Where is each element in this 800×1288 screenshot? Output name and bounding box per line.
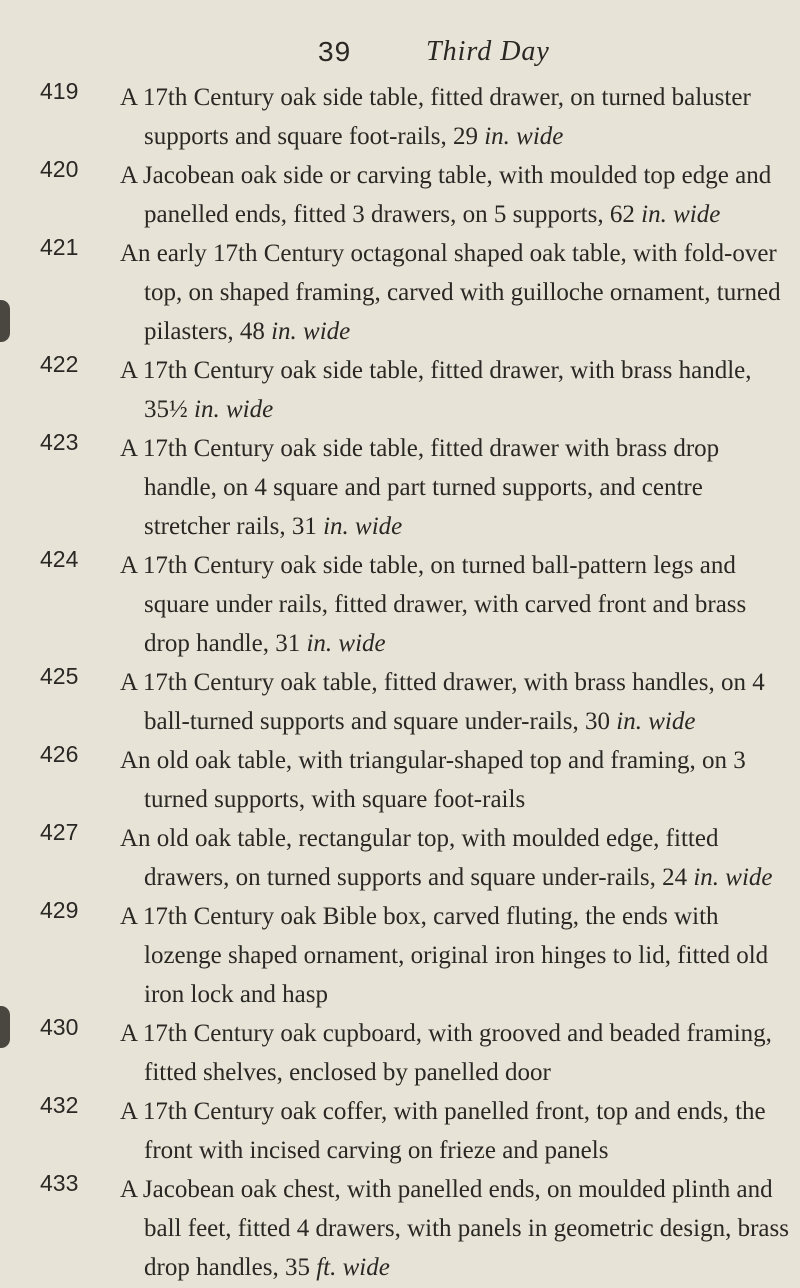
- lot-item: [0, 1170, 800, 1287]
- lot-text: A 17th Century oak side table, fitted drawer, on turned baluster supports and square foot-rails, 29: [120, 84, 751, 150]
- lot-text: A 17th Century oak Bible box, carved fluting, the ends with lozenge shaped ornament, original iron hinges to lid, fitted old iron lock and hasp: [120, 903, 769, 1008]
- lot-number: 429: [40, 897, 79, 923]
- lot-dimension: in. wide: [484, 123, 564, 150]
- lot-description: [120, 819, 792, 897]
- lot-item: [0, 429, 800, 546]
- lot-list: [0, 78, 800, 1287]
- lot-number: 424: [40, 546, 79, 572]
- lot-description: [120, 429, 792, 546]
- lot-dimension: in. wide: [641, 201, 721, 228]
- lot-number: 425: [40, 663, 79, 689]
- lot-number: 430: [40, 1014, 79, 1040]
- running-head: Third Day: [426, 36, 550, 67]
- lot-item: [0, 897, 800, 1014]
- lot-item: [0, 1014, 800, 1092]
- lot-text: A 17th Century oak cupboard, with grooved and beaded framing, fitted shelves, enclosed by panelled door: [120, 1020, 772, 1086]
- lot-dimension: in. wide: [616, 708, 696, 735]
- lot-description: [120, 663, 792, 741]
- lot-dimension: in. wide: [306, 630, 386, 657]
- lot-text: A 17th Century oak coffer, with panelled front, top and ends, the front with incised carving on frieze and panels: [120, 1098, 766, 1164]
- lot-description: [120, 897, 792, 1014]
- lot-item: [0, 234, 800, 351]
- lot-description: [120, 546, 792, 663]
- lot-description: [120, 78, 792, 156]
- lot-description: [120, 156, 792, 234]
- lot-item: [0, 351, 800, 429]
- lot-dimension: in. wide: [194, 396, 274, 423]
- lot-number: 423: [40, 429, 79, 455]
- lot-text: A Jacobean oak chest, with panelled ends, on moulded plinth and ball feet, fitted 4 drawers, with panels in geometric design, brass drop handles, 35: [120, 1176, 789, 1281]
- lot-text: A 17th Century oak table, fitted drawer, with brass handles, on 4 ball-turned supports and square under-rails, 30: [120, 669, 765, 735]
- lot-description: [120, 351, 792, 429]
- lot-text: A 17th Century oak side table, fitted drawer with brass drop handle, on 4 square and part turned supports, and centre stretcher rails, 31: [120, 435, 720, 540]
- lot-item: [0, 1092, 800, 1170]
- lot-description: [120, 1170, 792, 1287]
- lot-dimension: in. wide: [271, 318, 351, 345]
- lot-description: [120, 741, 792, 819]
- lot-number: 421: [40, 234, 79, 260]
- lot-item: [0, 546, 800, 663]
- lot-text: An old oak table, with triangular-shaped top and framing, on 3 turned supports, with square foot-rails: [120, 747, 746, 813]
- lot-number: 420: [40, 156, 79, 182]
- lot-text: A 17th Century oak side table, fitted drawer, with brass handle, 35½: [120, 357, 752, 423]
- page-header: [0, 36, 800, 76]
- lot-number: 419: [40, 78, 79, 104]
- lot-number: 426: [40, 741, 79, 767]
- lot-item: [0, 78, 800, 156]
- lot-dimension: ft. wide: [316, 1254, 390, 1281]
- lot-text: An early 17th Century octagonal shaped oak table, with fold-over top, on shaped framing, carved with guilloche ornament, turned pilasters, 48: [120, 240, 781, 345]
- lot-description: [120, 1014, 792, 1092]
- lot-text: A Jacobean oak side or carving table, with moulded top edge and panelled ends, fitted 3 drawers, on 5 supports, 62: [120, 162, 772, 228]
- lot-item: [0, 663, 800, 741]
- lot-text: An old oak table, rectangular top, with moulded edge, fitted drawers, on turned supports and square under-rails, 24: [120, 825, 719, 891]
- lot-item: [0, 156, 800, 234]
- page-number: 39: [318, 36, 352, 67]
- lot-item: [0, 819, 800, 897]
- lot-number: 432: [40, 1092, 79, 1118]
- lot-dimension: in. wide: [323, 513, 403, 540]
- lot-dimension: in. wide: [693, 864, 773, 891]
- lot-number: 427: [40, 819, 79, 845]
- lot-number: 422: [40, 351, 79, 377]
- lot-text: A 17th Century oak side table, on turned ball-pattern legs and square under rails, fitted drawer, with carved front and brass drop handle, 31: [120, 552, 747, 657]
- lot-description: [120, 234, 792, 351]
- lot-description: [120, 1092, 792, 1170]
- lot-item: [0, 741, 800, 819]
- lot-number: 433: [40, 1170, 79, 1196]
